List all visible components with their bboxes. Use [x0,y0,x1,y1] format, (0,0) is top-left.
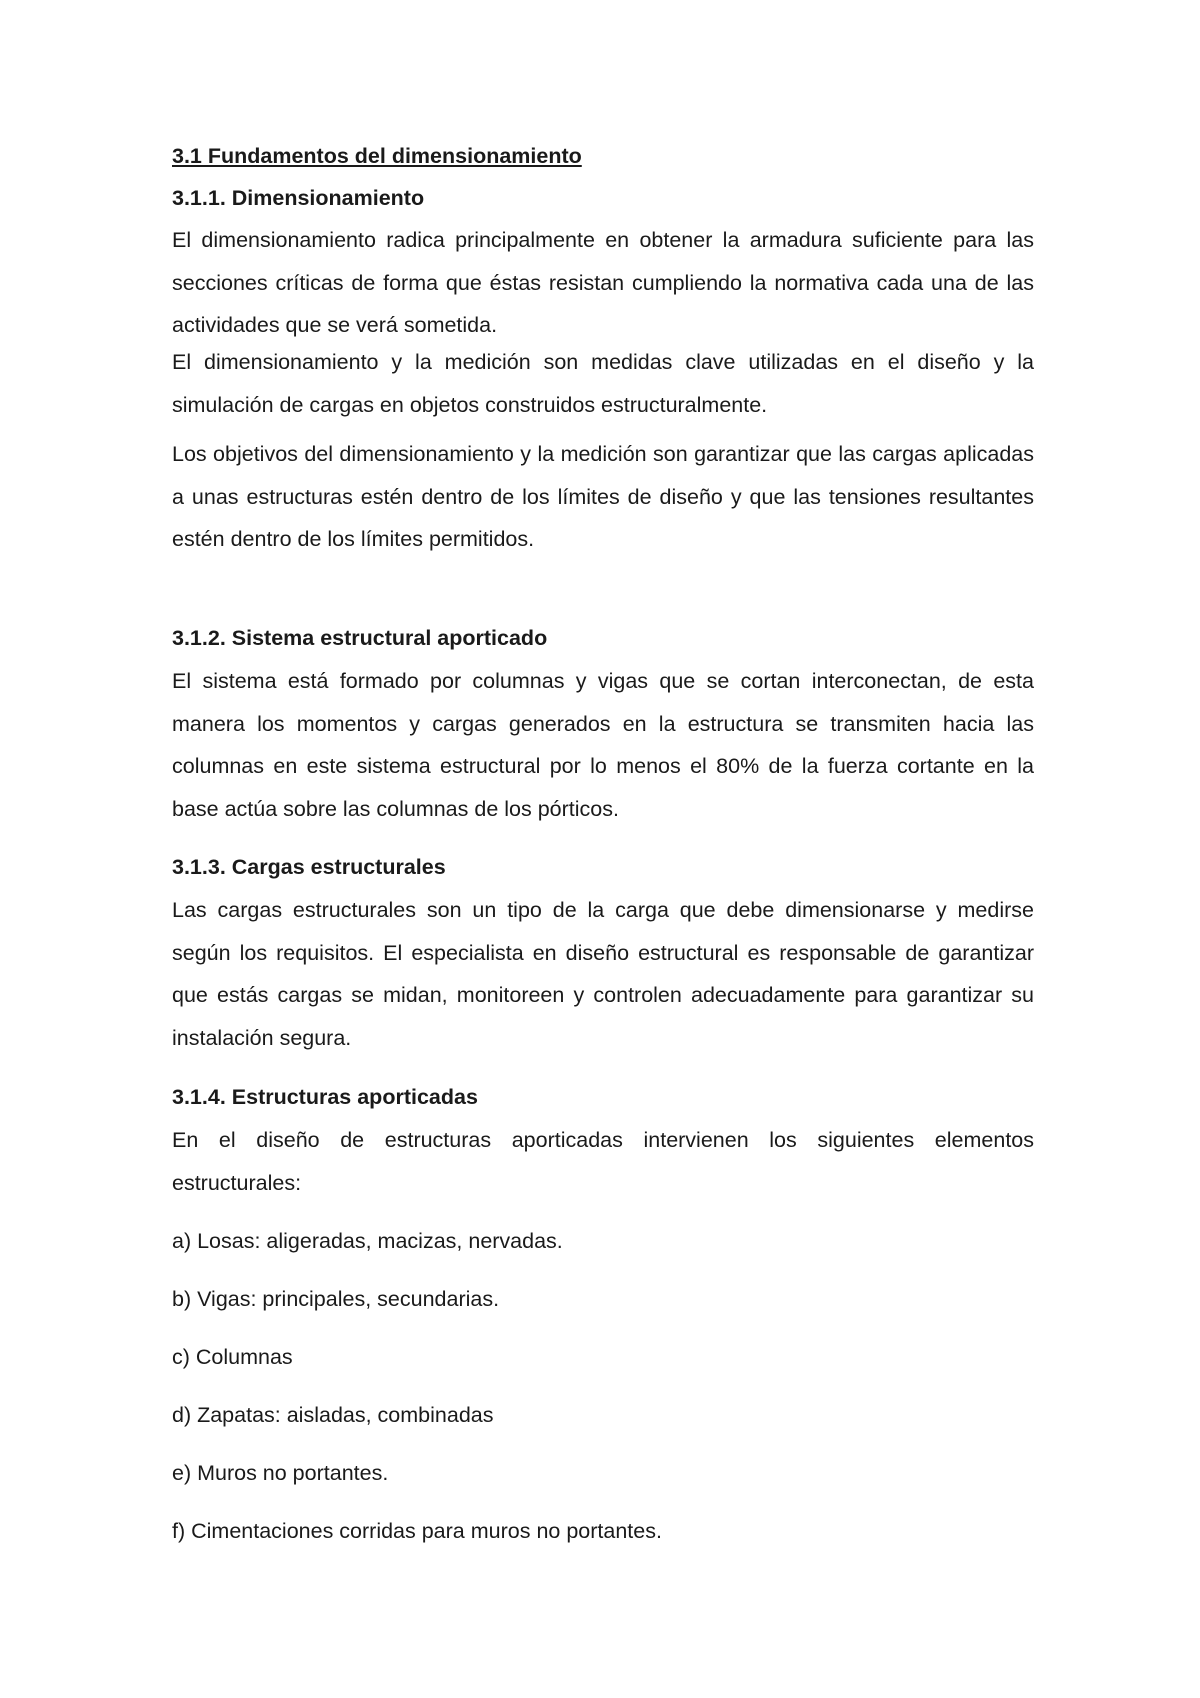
list-item: f) Cimentaciones corridas para muros no portantes. [172,1519,662,1543]
section-heading-sistema-estructural: 3.1.2. Sistema estructural aporticado [172,626,548,650]
list-item: d) Zapatas: aisladas, combinadas [172,1403,494,1427]
paragraph: En el diseño de estructuras aporticadas intervienen los siguientes elementos estructurales: [172,1128,1034,1195]
list-item: b) Vigas: principales, secundarias. [172,1287,500,1311]
paragraph: El sistema está formado por columnas y vigas que se cortan interconectan, de esta manera los momentos y cargas generados en la estructura se transmiten hacia las columnas en este sistema estructural por lo menos el 80% de la fuerza cortante en la base actúa sobre las columnas de los pórticos. [172,669,1034,821]
paragraph: Las cargas estructurales son un tipo de la carga que debe dimensionarse y medirse según los requisitos. El especialista en diseño estructural es responsable de garantizar que estás cargas se midan, monitoreen y controlen adecuadamente para garantizar su instalación segura. [172,898,1034,1050]
paragraph: El dimensionamiento y la medición son medidas clave utilizadas en el diseño y la simulación de cargas en objetos construidos estructuralmente. [172,350,1034,417]
list-item: a) Losas: aligeradas, macizas, nervadas. [172,1229,563,1253]
section-heading-estructuras-aporticadas: 3.1.4. Estructuras aporticadas [172,1085,478,1109]
list-item: e) Muros no portantes. [172,1461,389,1485]
paragraph: El dimensionamiento radica principalmente en obtener la armadura suficiente para las secciones críticas de forma que éstas resistan cumpliendo la normativa cada una de las actividades que se verá sometida. [172,228,1034,337]
list-item: c) Columnas [172,1345,293,1369]
document-title: 3.1 Fundamentos del dimensionamiento [172,144,582,168]
paragraph: Los objetivos del dimensionamiento y la medición son garantizar que las cargas aplicadas a unas estructuras estén dentro de los límites de diseño y que las tensiones resultantes estén dentro de los límites permitidos. [172,442,1034,551]
section-heading-dimensionamiento: 3.1.1. Dimensionamiento [172,186,425,210]
section-heading-cargas-estructurales: 3.1.3. Cargas estructurales [172,855,446,879]
